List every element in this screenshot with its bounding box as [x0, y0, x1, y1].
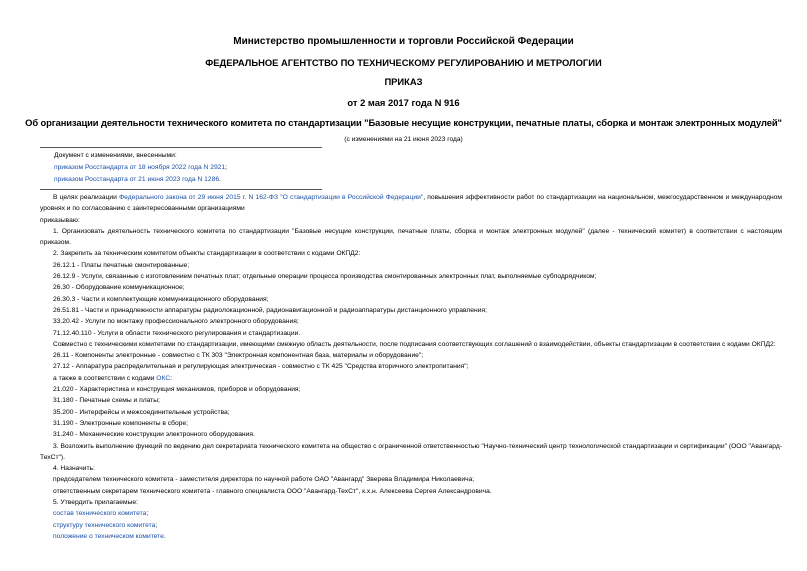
okpd-item: 26.12.9 - Услуги, связанные с изготовлением печатных плат; отдельные операции процесса производства смонтированных электронных плат, выполняемые субподрядчиком; [53, 273, 597, 281]
oks-item: 31.190 - Электронные компоненты в сборе; [53, 419, 188, 427]
committee-structure-link[interactable]: структуру технического комитета [53, 521, 156, 529]
okpd-item: 33.20.42 - Услуги по монтажу профессионального электронного оборудования; [53, 318, 299, 326]
joint-item: 27.12 - Аппаратура распределительная и регулирующая электрическая - совместно с ТК 425 "Средства вторичного электропитания"; [53, 363, 469, 371]
paragraph-2: 2. Закрепить за техническим комитетом объекты стандартизации в соответствии с кодами ОКПД2: [53, 250, 361, 258]
preamble [40, 192, 782, 215]
oks-link[interactable]: ОКС [156, 374, 171, 382]
preamble-text-b: , повышения эффективности работ по стандартизации на национальном, межгосударственном и международном уровнях и по согласованию с заинтересованными организациями [40, 194, 782, 213]
oks-suffix: : [170, 374, 173, 382]
oks-intro [40, 373, 782, 384]
paragraph-1: 1. Организовать деятельность технического комитета по стандартизации "Базовые несущие конструкции, печатные платы, сборка и монтаж электронных модулей" (далее - технический комитет) в соответствии с настоящим приказом. [40, 227, 782, 247]
item-suffix: ; [146, 510, 149, 518]
amendment-link-2023-suffix: . [219, 176, 221, 183]
doc-type-heading: ПРИКАЗ [384, 76, 423, 87]
okpd-item: 26.51.81 - Части и принадлежности аппаратуры радиолокационной, радионавигационной и радиоаппаратуры дистанционного управления; [53, 306, 487, 314]
agency-heading: ФЕДЕРАЛЬНОЕ АГЕНТСТВО ПО ТЕХНИЧЕСКОМУ РЕГУЛИРОВАНИЮ И МЕТРОЛОГИИ [205, 57, 602, 68]
order-body [40, 192, 782, 542]
amendment-link-2023[interactable]: приказом Росстандарта от 21 июня 2023 года N 1286 [54, 176, 220, 183]
item-suffix: . [163, 532, 166, 540]
order-word: приказываю: [40, 216, 80, 224]
oks-prefix: а также в соответствии с кодами [53, 374, 157, 382]
item-suffix: ; [155, 521, 158, 529]
joint-paragraph: Совместно с техническими комитетами по стандартизации, имеющими смежную область деятельности, после подписания соответствующих соглашений о взаимодействии, объекты стандартизации в соответствии с кодами ОКПД2: [53, 340, 776, 348]
amendment-link-2022[interactable]: приказом Росстандарта от 18 ноября 2022 года N 2921 [54, 164, 226, 171]
oks-item: 31.180 - Печатные схемы и платы; [53, 397, 160, 405]
federal-law-link[interactable]: Федерального закона от 29 июня 2015 г. N 162-ФЗ "О стандартизации в Российской Федерации" [119, 194, 424, 201]
date-number-heading: от 2 мая 2017 года N 916 [347, 97, 460, 108]
committee-composition-link[interactable]: состав технического комитета [53, 510, 147, 518]
committee-regulation-link[interactable]: положение о техническом комитете [53, 532, 164, 540]
preamble-text-a: В целях реализации [53, 194, 120, 201]
appointment-item: ответственным секретарем технического комитета - главного специалиста ООО "Авангард-ТехСт", к.х.н. Алексеева Сергея Александровича. [53, 487, 492, 495]
okpd-item: 26.30 - Оборудование коммуникационное; [53, 284, 185, 292]
paragraph-5: 5. Утвердить прилагаемые: [53, 499, 138, 507]
approved-doc-item [40, 508, 782, 519]
okpd-item: 26.12.1 - Платы печатные смонтированные; [53, 261, 190, 269]
divider-top [40, 147, 322, 148]
amendments-intro: Документ с изменениями, внесенными: [54, 152, 177, 159]
joint-item: 26.11 - Компоненты электронные - совместно с ТК 303 "Электронная компонентная база, материалы и оборудование"; [53, 352, 424, 360]
paragraph-4: 4. Назначить: [53, 465, 95, 473]
approved-doc-item [40, 531, 782, 542]
approved-doc-item [40, 520, 782, 531]
ministry-heading: Министерство промышленности и торговли Российской Федерации [233, 36, 574, 47]
okpd-item: 71.12.40.110 - Услуги в области технического регулирования и стандартизации. [53, 329, 301, 337]
appointment-item: председателем технического комитета - заместителя директора по научной работе ОАО "Авангард" Зверева Владимира Николаевича; [53, 476, 475, 484]
amendments-block [54, 150, 227, 186]
oks-item: 31.240 - Механические конструкции электронного оборудования. [53, 431, 255, 439]
divider-bottom [40, 189, 322, 190]
okpd-item: 26.30.3 - Части и комплектующие коммуникационного оборудования; [53, 295, 269, 303]
document-title: Об организации деятельности технического комитета по стандартизации "Базовые несущие конструкции, печатные платы, сборка и монтаж электронных модулей" [25, 117, 782, 128]
amendment-link-2022-suffix: ; [225, 164, 227, 171]
oks-item: 21.020 - Характеристика и конструкция механизмов, приборов и оборудования; [53, 386, 301, 394]
oks-item: 35.200 - Интерфейсы и межсоединительные устройства; [53, 408, 230, 416]
revision-note: (с изменениями на 21 июня 2023 года) [344, 136, 463, 143]
paragraph-3: 3. Возложить выполнение функций по ведению дел секретариата технического комитета на общество с ограниченной ответственностью "Научно-технический центр технологической стандартизации и сертификации" (ООО "Авангард-ТехСт"). [40, 442, 782, 461]
